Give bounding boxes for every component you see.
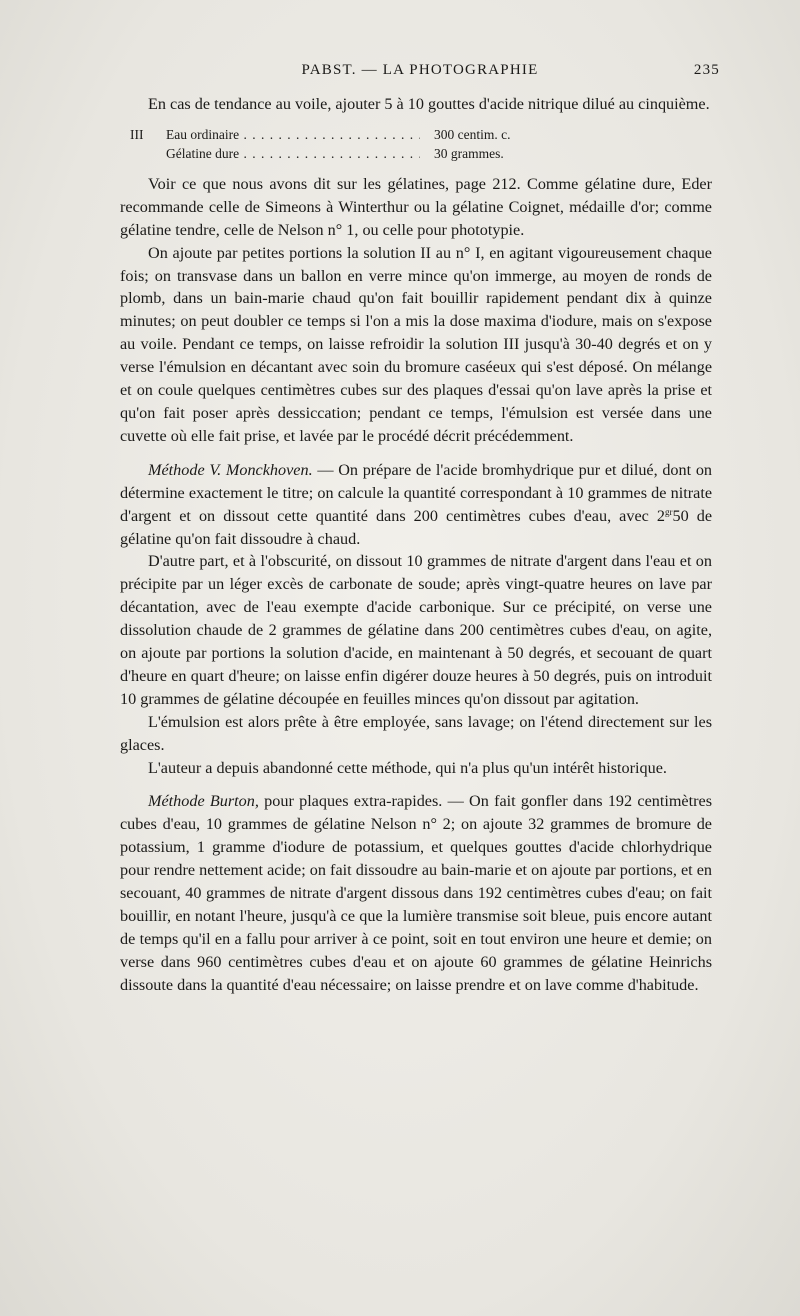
spacer [120, 779, 712, 790]
running-title: PABST. — LA PHOTOGRAPHIE [301, 62, 539, 78]
paragraph-auteur: L'auteur a depuis abandonné cette méthode, qui n'a plus qu'un intérêt historique. [148, 758, 667, 777]
paragraph-burton [120, 790, 712, 996]
ingredient-quantity: 30 grammes. [434, 145, 504, 161]
spacer [120, 448, 712, 459]
paragraph-emulsion-process: On ajoute par petites portions la solution II au n° I, en agitant vigoureusement chaque fois; on transvase dans un ballon en verre mince qu'on immerge, au moyen de ronds de plomb, dans un bain-marie chaud qu'on fait bouillir rapidement pendant dix à quinze minutes; on peut doubler ce temps si l'on a mis la dose maxima d'iodure, mais on s'expose au voile. Pendant ce temps, on laisse refroidir la solution III jusqu'à 30-40 degrés et on y verse l'émulsion en décantant avec soin du bromure caséeux qui s'est déposé. On mélange et on coule quelques centimètres cubes sur des plaques d'essai qu'on lave après la prise et qu'on fait poser après dessiccation; pendant ce temps, l'émulsion est versée dans une cuvette où elle fait prise, et lavée par le procédé décrit précédemment. [120, 243, 712, 445]
method-name-monckhoven: Méthode V. Monckhoven. [148, 460, 313, 479]
body-text [120, 93, 712, 997]
paragraph-monckhoven [120, 459, 712, 551]
method-name-burton: Méthode Burton, [148, 792, 259, 811]
running-head [120, 62, 720, 86]
burton-text: pour plaques extra-rapides. — On fait gonfler dans 192 centimètres cubes d'eau, 10 grammes de gélatine Nelson n° 2; on ajoute 32 grammes de bromure de potassium, 1 gramme d'iodure de potassium, et quelques gouttes d'acide chlorhydrique pour rendre nettement acide; on fait dissoudre au bain-marie et on ajoute par portions, et en secouant, 40 grammes de nitrate d'argent dissous dans 192 centimètres cubes d'eau; on fait bouillir, en notant l'heure, jusqu'à ce que la lumière transmise soit bleue, puis encore autant de temps qu'il en a fallu pour arriver à ce point, soit en tout environ une heure et demie; on verse dans 960 centimètres cubes d'eau et on ajoute 60 grammes de gélatine Heinrichs dissoute dans la quantité d'eau nécessaire; on laisse prendre et on lave comme d'habitude. [120, 792, 712, 994]
ingredient-name: Eau ordinaire . . . [166, 125, 420, 144]
monckhoven-text-part1: — On prépare de l'acide bromhydrique pur et dilué, dont on détermine exactement le titre; on calcule la quantité correspondant à 10 grammes de nitrate d'argent et on dissout cette quantité dans 200 centimètres cubes d'eau, avec 2 [120, 460, 713, 525]
paragraph-gelatines: Voir ce que nous avons dit sur les gélatines, page 212. Comme gélatine dure, Eder recommande celle de Simeons à Winterthur ou la gélatine Coignet, médaille d'or; comme gélatine tendre, celle de Nelson n° 1, ou celle pour phototypie. [120, 174, 712, 239]
formula-row [130, 144, 712, 163]
page-number: 235 [693, 62, 720, 78]
paragraph-emulsion-prete: L'émulsion est alors prête à être employée, sans lavage; on l'étend directement sur les glaces. [120, 712, 712, 754]
ingredient-quantity: 300 centim. c. [434, 126, 511, 142]
monckhoven-text-part2: 50 de gélatine qu'on fait dissoudre à chaud. [120, 506, 713, 548]
gram-abbreviation: gr [664, 506, 673, 517]
paragraph-obscurite: D'autre part, et à l'obscurité, on dissout 10 grammes de nitrate d'argent dans l'eau et on précipite par un léger excès de carbonate de soude; après vingt-quatre heures on lave par décantation, avec de l'eau exempte d'acide carbonique. Sur ce précipité, on verse une dissolution chaude de 2 grammes de gélatine dans 200 centimètres cubes d'eau, on agite, on ajoute par portions la solution d'acide, en maintenant à 50 degrés, et secouant de quart d'heure en quart d'heure; on laisse enfin digérer douze heures à 50 degrés, puis on introduit 10 grammes de gélatine découpée en feuilles minces qu'on dissout par agitation. [120, 552, 712, 708]
formula-number: III [130, 126, 144, 142]
paragraph-voile: En cas de tendance au voile, ajouter 5 à 10 gouttes d'acide nitrique dilué au cinquième. [148, 95, 710, 113]
formula-row [130, 125, 712, 144]
formula-III [130, 125, 712, 163]
ingredient-name: Gélatine dure . . . [166, 144, 420, 163]
